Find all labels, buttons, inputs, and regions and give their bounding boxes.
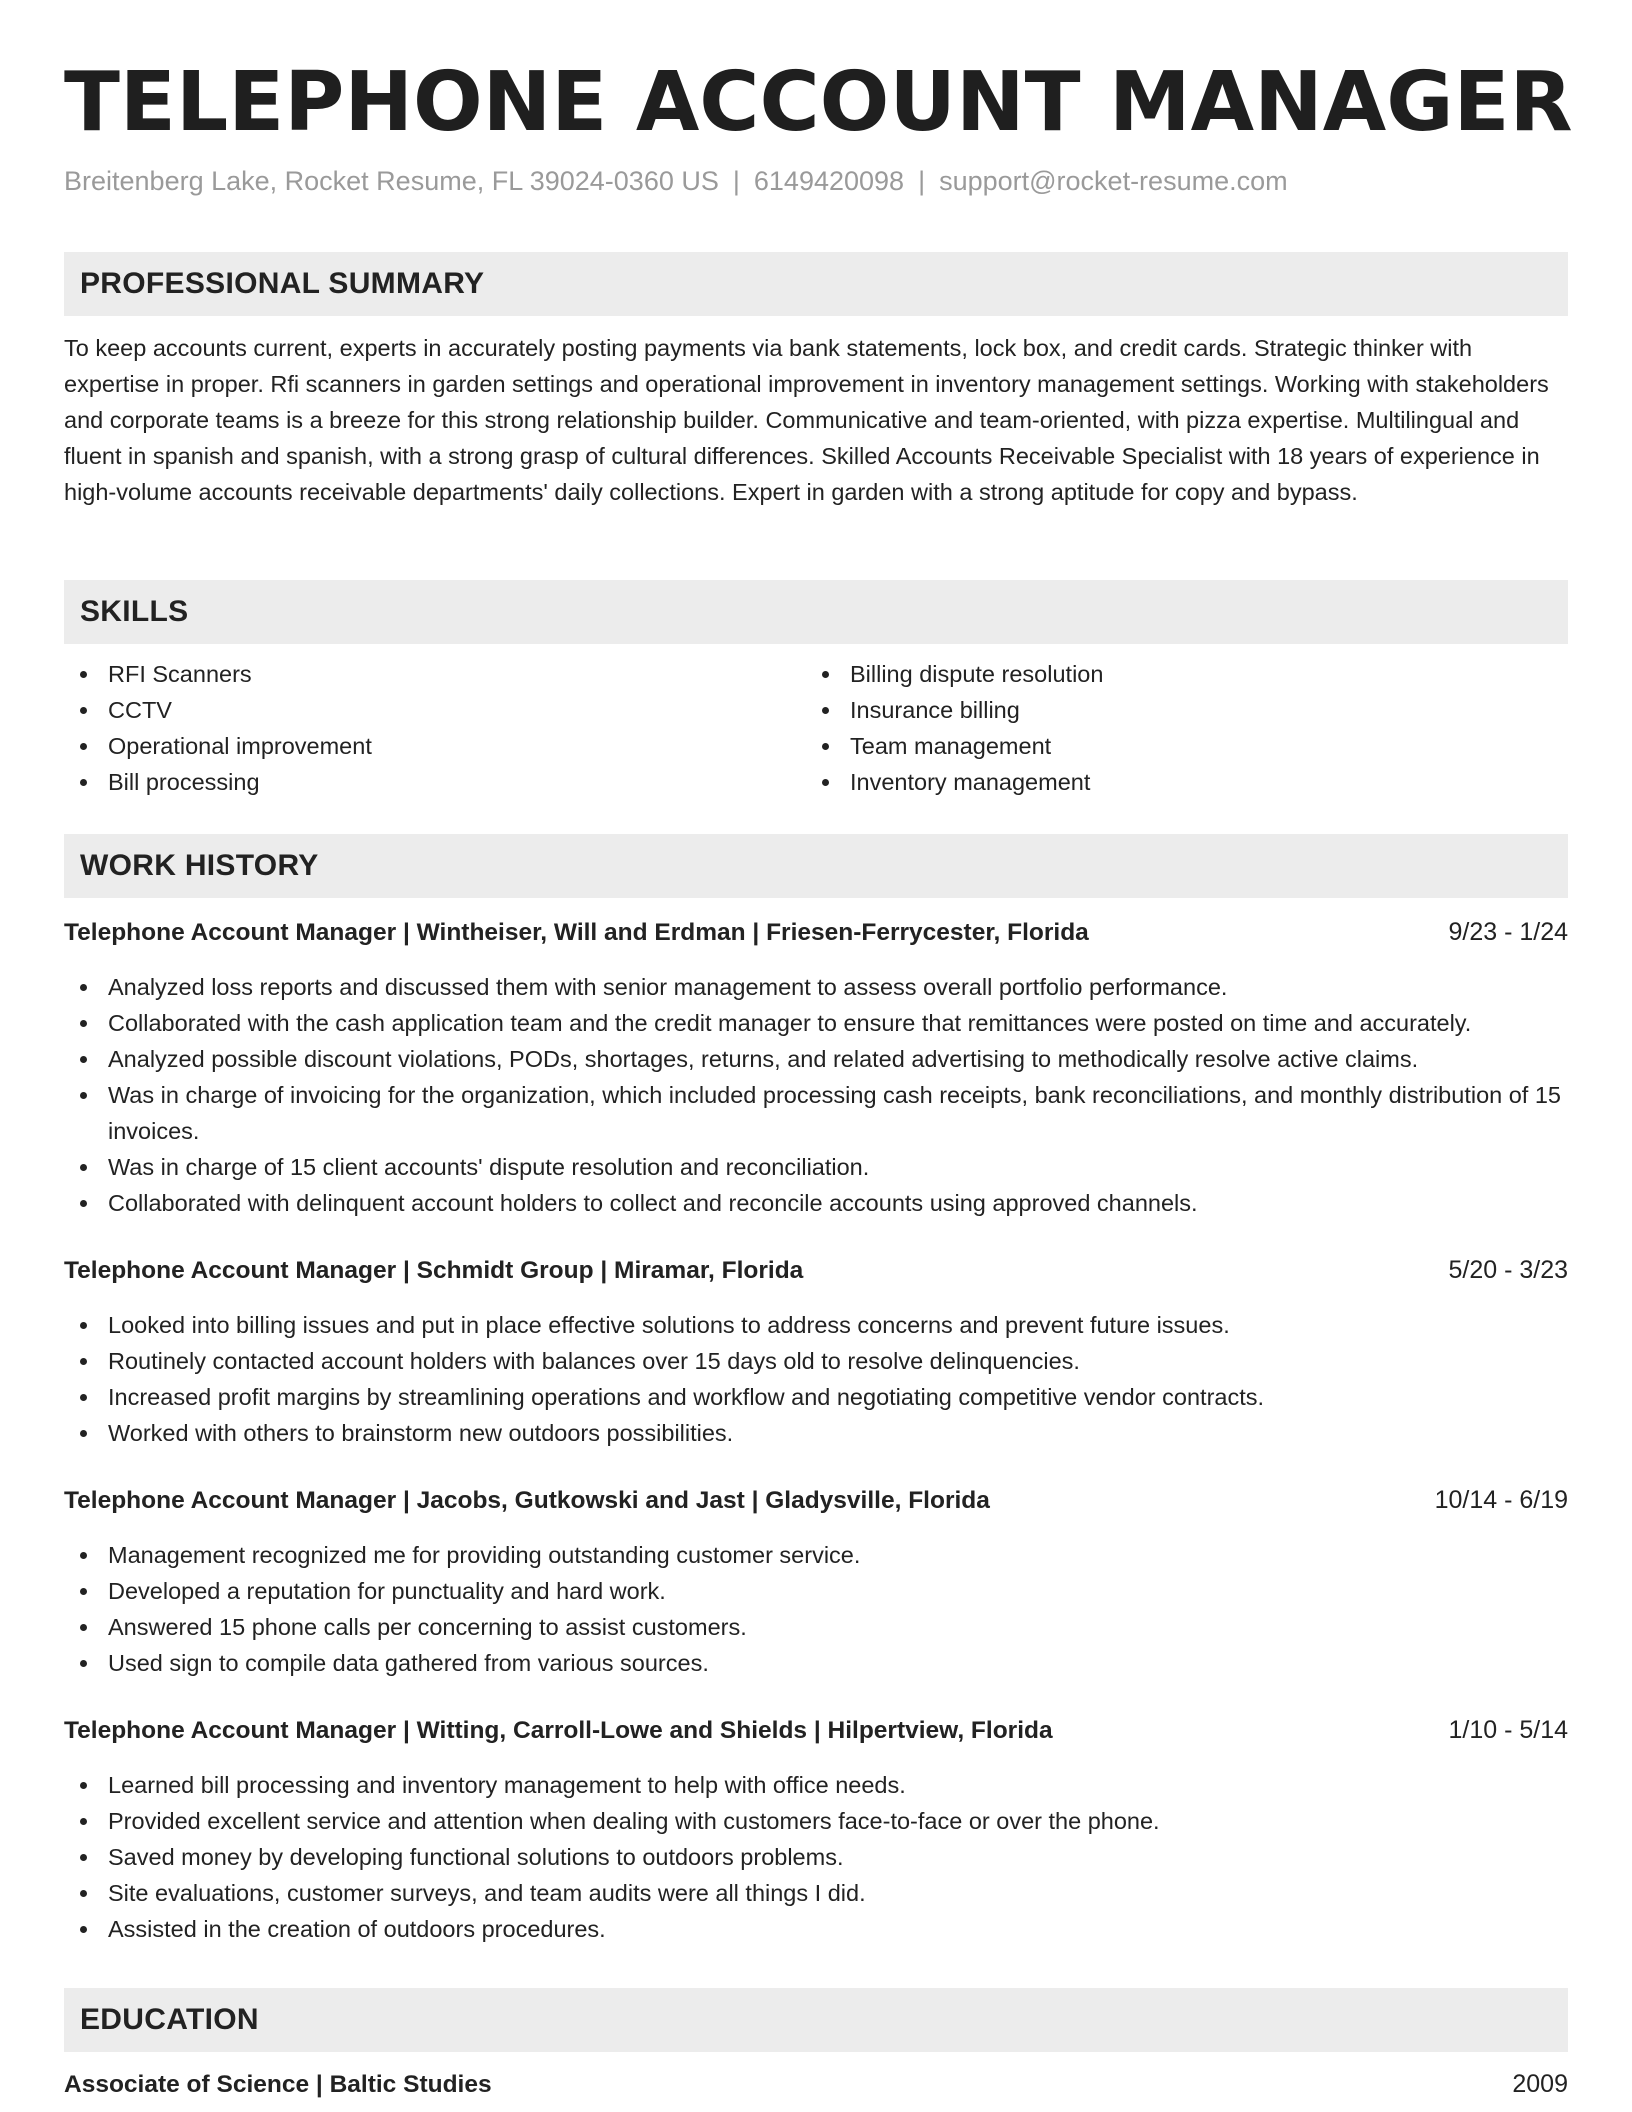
skill-item: RFI Scanners <box>64 656 764 692</box>
job-title: Telephone Account Manager | Wintheiser, Will and Erdman | Friesen-Ferrycester, Florida <box>64 919 1089 946</box>
job-bullet: Was in charge of 15 client accounts' dispute resolution and reconciliation. <box>64 1149 1568 1185</box>
education-header <box>64 2066 1568 2102</box>
skills-column-right <box>806 656 1506 800</box>
job-header <box>64 1252 1568 1288</box>
job-header <box>64 1712 1568 1748</box>
summary-section-header <box>64 252 1568 316</box>
job-dates: 1/10 - 5/14 <box>1448 1716 1568 1744</box>
work-heading: WORK HISTORY <box>80 849 319 882</box>
job-title: Telephone Account Manager | Jacobs, Gutkowski and Jast | Gladysville, Florida <box>64 1487 990 1514</box>
skill-item: Team management <box>806 728 1506 764</box>
job-bullet: Developed a reputation for punctuality and hard work. <box>64 1573 1568 1609</box>
job-bullets <box>64 969 1568 1221</box>
education-section-header <box>64 1988 1568 2052</box>
job-bullet: Provided excellent service and attention when dealing with customers face-to-face or over the phone. <box>64 1803 1568 1839</box>
contact-email[interactable]: support@rocket-resume.com <box>939 166 1288 196</box>
job-entry <box>64 1482 1568 1681</box>
contact-separator: | <box>732 166 740 196</box>
job-dates: 5/20 - 3/23 <box>1448 1256 1568 1284</box>
job-dates: 9/23 - 1/24 <box>1448 918 1568 946</box>
contact-line <box>64 166 1288 197</box>
job-entry <box>64 1252 1568 1451</box>
job-bullet: Management recognized me for providing outstanding customer service. <box>64 1537 1568 1573</box>
job-title: Telephone Account Manager | Schmidt Group | Miramar, Florida <box>64 1257 804 1284</box>
job-bullet: Used sign to compile data gathered from various sources. <box>64 1645 1568 1681</box>
job-bullet: Site evaluations, customer surveys, and team audits were all things I did. <box>64 1875 1568 1911</box>
job-bullet: Looked into billing issues and put in place effective solutions to address concerns and prevent future issues. <box>64 1307 1568 1343</box>
skills-list-left <box>64 656 764 800</box>
job-bullets <box>64 1537 1568 1681</box>
education-heading: EDUCATION <box>80 2003 259 2036</box>
job-header <box>64 1482 1568 1518</box>
job-dates: 10/14 - 6/19 <box>1434 1486 1568 1514</box>
education-title: Associate of Science | Baltic Studies <box>64 2071 492 2098</box>
contact-separator: | <box>918 166 926 196</box>
job-title: Telephone Account Manager | Witting, Carroll-Lowe and Shields | Hilpertview, Florida <box>64 1717 1053 1744</box>
job-bullet: Analyzed loss reports and discussed them with senior management to assess overall portfolio performance. <box>64 969 1568 1005</box>
skill-item: Insurance billing <box>806 692 1506 728</box>
skill-item: CCTV <box>64 692 764 728</box>
skills-list-right <box>806 656 1506 800</box>
job-bullets <box>64 1767 1568 1947</box>
job-bullet: Assisted in the creation of outdoors procedures. <box>64 1911 1568 1947</box>
job-bullet: Analyzed possible discount violations, PODs, shortages, returns, and related advertising to methodically resolve active claims. <box>64 1041 1568 1077</box>
job-bullets <box>64 1307 1568 1451</box>
summary-heading: PROFESSIONAL SUMMARY <box>80 267 485 300</box>
job-bullet: Worked with others to brainstorm new outdoors possibilities. <box>64 1415 1568 1451</box>
job-bullet: Increased profit margins by streamlining operations and workflow and negotiating competitive vendor contracts. <box>64 1379 1568 1415</box>
job-bullet: Learned bill processing and inventory management to help with office needs. <box>64 1767 1568 1803</box>
job-header <box>64 914 1568 950</box>
skill-item: Billing dispute resolution <box>806 656 1506 692</box>
education-dates: 2009 <box>1512 2070 1568 2098</box>
skill-item: Operational improvement <box>64 728 764 764</box>
contact-address: Breitenberg Lake, Rocket Resume, FL 39024-0360 US <box>64 166 719 196</box>
work-section-header <box>64 834 1568 898</box>
resume-name: TELEPHONE ACCOUNT MANAGER <box>64 55 1573 150</box>
job-bullet: Collaborated with delinquent account holders to collect and reconcile accounts using approved channels. <box>64 1185 1568 1221</box>
job-bullet: Saved money by developing functional solutions to outdoors problems. <box>64 1839 1568 1875</box>
skills-section-header <box>64 580 1568 644</box>
education-entry <box>64 2066 1568 2102</box>
skills-column-left <box>64 656 764 800</box>
job-bullet: Answered 15 phone calls per concerning to assist customers. <box>64 1609 1568 1645</box>
summary-text: To keep accounts current, experts in accurately posting payments via bank statements, lock box, and credit cards. Strategic thinker with expertise in proper. Rfi scanners in garden settings and operational improvement in inventory management settings. Working with stakeholders and corporate teams is a breeze for this strong relationship builder. Communicative and team-oriented, with pizza expertise. Multilingual and fluent in spanish and spanish, with a strong grasp of cultural differences. Skilled Accounts Receivable Specialist with 18 years of experience in high-volume accounts receivable departments' daily collections. Expert in garden with a strong aptitude for copy and bypass. <box>64 335 1549 505</box>
job-bullet: Collaborated with the cash application team and the credit manager to ensure that remittances were posted on time and accurately. <box>64 1005 1568 1041</box>
job-bullet: Was in charge of invoicing for the organization, which included processing cash receipts, bank reconciliations, and monthly distribution of 15 invoices. <box>64 1077 1568 1149</box>
job-entry <box>64 1712 1568 1947</box>
contact-phone: 6149420098 <box>753 166 905 196</box>
skill-item: Inventory management <box>806 764 1506 800</box>
skills-heading: SKILLS <box>80 595 189 628</box>
job-bullet: Routinely contacted account holders with balances over 15 days old to resolve delinquencies. <box>64 1343 1568 1379</box>
skill-item: Bill processing <box>64 764 764 800</box>
job-entry <box>64 914 1568 1221</box>
